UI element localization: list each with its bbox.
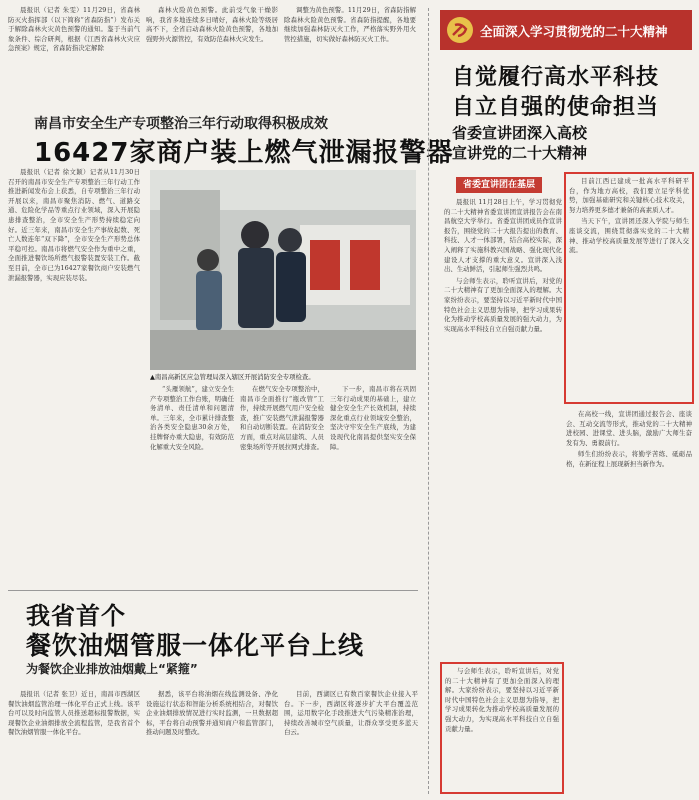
article1-column-c: 下一步，南昌市将在巩固三年行动成果的基础上，建立健全安全生产长效机制，持续深化重点行业领域安全整治，坚决守牢安全生产底线，为建设现代化南昌提供坚实安全保障。 (330, 385, 416, 451)
column-separator (428, 8, 430, 794)
article1-kicker: 南昌市安全生产专项整治三年行动取得积极成效 (34, 116, 328, 132)
article1-column-b: 在燃气安全专项整治中，南昌市全面推行“瓶改管”工作，持续开展燃气用户安全检查，推广安装燃气泄漏报警器和自动切断装置。在消防安全方面，重点对高层建筑、人员密集场所等开展拉网式排查。 (240, 385, 324, 451)
top-column-1: 晨报讯（记者 朱雯）11月29日，省森林防灭火指挥部（以下简称“省森防指”）发布关于解除森林火灾黄色预警的通知。鉴于当前气象条件、综合研判，根据《江西省森林火灾应急预案》规定，省森防指决定解除 (8, 6, 140, 53)
right-headline-line-2: 自立自强的使命担当 (452, 95, 660, 120)
article1-column-1: 晨报讯（记者 徐文颖）记者从11月30日召开的南昌市安全生产专项整治三年行动工作推进新闻发布会上获悉，自专项整治三年行动开展以来，南昌市聚焦消防、燃气、道路交通、危险化学品等重点行业领域，深入开展隐患排查整治，全市安全生产形势持续稳定向好。近三年来，南昌市安全生产事故起数、死亡人数连年“双下降”，全市安全生产形势总体平稳可控。南昌市将燃气安全作为重中之重，全面推进餐饮场所燃气报警装置安装工作。截至目前，全市已为16427家餐饮商户安装燃气泄漏报警器，实现应装尽装。 (8, 168, 140, 282)
article1-photo-caption: ▲南昌高新区应急管理局深入辖区开展消防安全专项检查。 (150, 373, 315, 381)
top-column-3: 调整为黄色预警。11月29日，省森防指解除森林火险黄色预警。省森防指提醒，各地要继续加强森林防灭火工作，严格落实野外用火管控措施，切实做好森林防灭火工作。 (284, 6, 416, 43)
article2-kicker: 我省首个 (26, 602, 126, 630)
article1-column-a: “头雁领航”，建立安全生产专项整治工作台账，明确任务清单、责任清单和问题清单。三年来，全市累计排查整治各类安全隐患30余万处，挂牌督办重大隐患，有效防范化解重大安全风险。 (150, 385, 234, 451)
article1-headline: 16427家商户装上燃气泄漏报警器 (34, 138, 454, 168)
highlighted-passage-2: 与会师生表示，聆听宣讲后，对党的二十大精神有了更加全面深入的理解。大家纷纷表示，要坚持以习近平新时代中国特色社会主义思想为指导，把学习成果转化为推动学校高质量发展的强大动力，为实现高水平科技自立自强贡献力量。 (440, 662, 564, 794)
topic-banner (440, 10, 692, 50)
article2-headline: 餐饮油烟管服一体化平台上线 (26, 631, 365, 660)
article1-photo (150, 170, 416, 370)
right-column-2: 在高校一线，宣讲团通过报告会、座谈会、互动交流等形式，推动党的二十大精神进校园、进课堂、进头脑，激励广大师生奋发有为、勇毅前行。 师生们纷纷表示，将勤学苦练、砥砺品格，在新征程上展现新担当新作为。 (566, 410, 692, 468)
article2-column-c: 目前，西湖区已有数百家餐饮企业接入平台。下一步，西湖区将逐步扩大平台覆盖范围，运用数字化手段推进大气污染精准治理，持续改善城市空气质量，让群众享受更多蓝天白云。 (284, 690, 418, 737)
highlighted-passage-1: 目前江西已建成一批高水平科研平台，作为地方高校，我们要立足学科优势，加强基础研究和关键核心技术攻关，努力培养更多德才兼备的高素质人才。 当天下午，宣讲团还深入学院与师生座谈交流，围绕贯彻落实党的二十大精神、推动学校高质量发展等进行了深入交流。 (564, 172, 694, 404)
inspection-photo-icon (150, 170, 416, 370)
right-subtitle-line-1: 省委宣讲团深入高校 (452, 124, 588, 142)
right-column-1: 晨报讯 11月28日上午，学习贯彻党的二十大精神省委宣讲团宣讲报告会在南昌航空大学举行。省委宣讲团成员作宣讲报告，围绕党的二十大报告提出的教育、科技、人才一体部署，结合高校实际，深入阐释了实施科教兴国战略、强化现代化建设人才支撑的重大意义。宣讲深入浅出、生动鲜活，引起师生强烈共鸣。 与会师生表示，聆听宣讲后，对党的二十大精神有了更加全面深入的理解。大家纷纷表示，要坚持以习近平新时代中国特色社会主义思想为指导，把学习成果转化为推动学校高质量发展的强大动力，为实现高水平科技自立自强贡献力量。 (444, 198, 562, 333)
top-column-2: 森林火险黄色预警。此前受气象干燥影响，我省多地连续多日晴好，森林火险等级居高不下，全省启动森林火险黄色预警，各地加强野外火源管控，有效防范森林火灾发生。 (146, 6, 278, 43)
right-subtitle-line-2: 宣讲党的二十大精神 (452, 144, 588, 162)
right-headline-line-1: 自觉履行高水平科技 (452, 65, 660, 90)
section-divider (8, 590, 418, 591)
article2-column-b: 据悉，该平台将油烟在线监测设备、净化设施运行状态和智能分析系统相结合，对餐饮企业油烟排放情况进行实时监测，一旦数据超标，平台将自动预警并通知商户和监管部门，推动问题及时整改。 (146, 690, 278, 737)
article2-column-a: 晨报讯（记者 张卫）近日，南昌市西湖区餐饮油烟监管治理一体化平台正式上线。该平台可以及时向监管人员推送超标报警数据，实现餐饮企业油烟排放全流程监管，是我省首个餐饮油烟管服一体化平台。 (8, 690, 140, 737)
banner-title: 全面深入学习贯彻党的二十大精神 (480, 24, 668, 39)
party-emblem-icon (446, 16, 474, 44)
article2-subtitle: 为餐饮企业排放油烟戴上“紧箍” (26, 662, 198, 676)
section-tag: 省委宣讲团在基层 (456, 177, 542, 193)
